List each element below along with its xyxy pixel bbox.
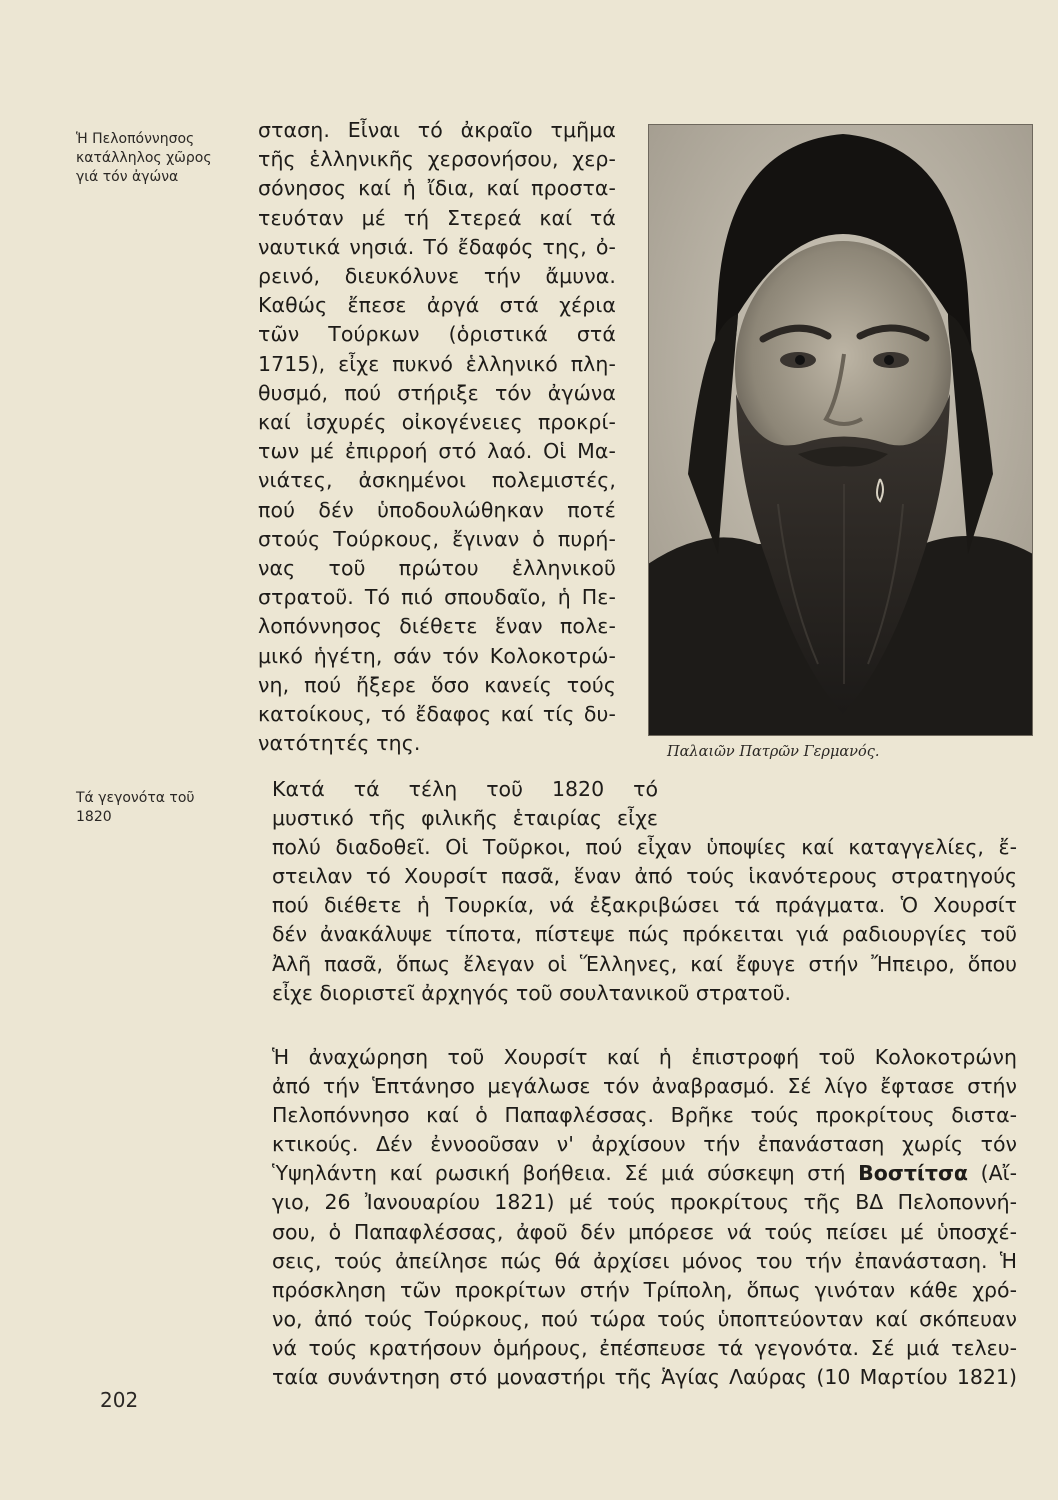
text-line: λοπόννησος διέθετε ἕναν πολε-	[258, 614, 616, 639]
text-line: νη, πού ἤξερε ὅσο κανείς τούς	[258, 672, 616, 697]
text-line: Ἀλῆ πασᾶ, ὅπως ἔλεγαν οἱ Ἕλληνες, καί ἔφυγε στήν Ἤπειρο, ὅπου	[272, 951, 1017, 976]
text-line: ρεινό, διευκόλυνε τήν ἄμυνα.	[258, 264, 616, 289]
text-line: μυστικό τῆς φιλικῆς ἑταιρίας εἶχε	[272, 806, 658, 831]
text-line: καί ἰσχυρές οἰκογένειες προκρί-	[258, 410, 616, 435]
text-line: Κατά τά τέλη τοῦ 1820 τό	[272, 777, 658, 801]
text-line: σόνησος καί ἡ ἴδια, καί προστα-	[258, 176, 616, 201]
portrait-caption: Παλαιῶν Πατρῶν Γερμανός.	[667, 744, 880, 760]
text-line: 1715), εἶχε πυκνό ἑλληνικό πλη-	[258, 351, 616, 376]
margin-note-peloponnese: Ἡ Πελοπόννησος κατάλληλος χῶρος γιά τόν ἀγώνα	[76, 131, 212, 185]
text-line: δέν ἀνακάλυψε τίποτα, πίστεψε πώς πρόκειται γιά ραδιουργίες τοῦ	[272, 922, 1017, 947]
portrait-image	[648, 124, 1033, 736]
text-line: Καθώς ἔπεσε ἀργά στά χέρια	[258, 293, 616, 318]
text-line: νά τούς κρατήσουν ὁμήρους, ἐπέσπευσε τά γεγονότα. Σέ μιά τελευ-	[272, 1335, 1017, 1360]
text-line: στρατοῦ. Τό πιό σπουδαῖο, ἡ Πε-	[258, 585, 616, 610]
text-line: σταση. Εἶναι τό ἀκραῖο τμῆμα	[258, 118, 616, 142]
portrait-photo	[648, 124, 1033, 736]
text-segment: Ὑψηλάντη καί ρωσική βοήθεια. Σέ μιά σύσκεψη στή	[272, 1161, 859, 1186]
text-line: νατότητές της.	[258, 731, 421, 756]
text-line: γιο, 26 Ἰανουαρίου 1821) μέ τούς προκρίτους τῆς ΒΔ Πελοποννή-	[272, 1190, 1017, 1215]
place-name-vostitsa: Βοστίτσα	[858, 1161, 969, 1186]
text-line: τῶν Τούρκων (ὁριστικά στά	[258, 322, 616, 347]
text-line: θυσμό, πού στήριξε τόν ἀγώνα	[258, 380, 616, 405]
text-line: ἀπό τήν Ἑπτάνησο μεγάλωσε τόν ἀναβρασμό. Σέ λίγο ἔφτασε στήν	[272, 1074, 1017, 1099]
text-line: πρόσκληση τῶν προκρίτων στήν Τρίπολη, ὅπως γινόταν κάθε χρό-	[272, 1277, 1017, 1302]
text-column-narrow	[258, 116, 616, 758]
page-number: 202	[100, 1388, 139, 1412]
text-line: πού δέν ὑποδουλώθηκαν ποτέ	[258, 497, 616, 522]
text-line: κτικούς. Δέν ἐννοοῦσαν ν' ἀρχίσουν τήν ἐπανάσταση χωρίς τόν	[272, 1132, 1017, 1157]
text-line: τευόταν μέ τή Στερεά καί τά	[258, 205, 616, 230]
text-line: τῆς ἑλληνικῆς χερσονήσου, χερ-	[258, 147, 616, 172]
text-line: Ἡ ἀναχώρηση τοῦ Χουρσίτ καί ἡ ἐπιστροφή τοῦ Κολοκοτρώνη	[272, 1045, 1017, 1069]
text-line	[272, 1159, 1017, 1188]
text-line: σεις, τούς ἀπείλησε πώς θά ἀρχίσει μόνος του τήν ἐπανάσταση. Ἡ	[272, 1248, 1017, 1273]
margin-note-events-1820: Τά γεγονότα τοῦ 1820	[76, 790, 195, 825]
text-line: στούς Τούρκους, ἔγιναν ὁ πυρή-	[258, 526, 616, 551]
text-line: Πελοπόννησο καί ὁ Παπαφλέσσας. Βρῆκε τούς προκρίτους διστα-	[272, 1103, 1017, 1128]
text-line: των μέ ἐπιρροή στό λαό. Οἱ Μα-	[258, 439, 616, 464]
text-line: πολύ διαδοθεῖ. Οἱ Τοῦρκοι, πού εἶχαν ὑποψίες καί καταγγελίες, ἔ-	[272, 835, 1017, 860]
text-line: στειλαν τό Χουρσίτ πασᾶ, ἕναν ἀπό τούς ἱκανότερους στρατηγούς	[272, 864, 1017, 889]
text-segment: (Αἴ-	[968, 1161, 1017, 1186]
text-line: ναυτικά νησιά. Τό ἔδαφός της, ὀ-	[258, 234, 616, 259]
text-line: πού διέθετε ἡ Τουρκία, νά ἐξακριβώσει τά πράγματα. Ὁ Χουρσίτ	[272, 893, 1017, 918]
text-line: νιάτες, ἀσκημένοι πολεμιστές,	[258, 468, 616, 493]
text-line: εἶχε διοριστεῖ ἀρχηγός τοῦ σουλτανικοῦ στρατοῦ.	[272, 980, 792, 1005]
text-line: κατοίκους, τό ἔδαφος καί τίς δυ-	[258, 702, 616, 727]
text-line: σου, ὁ Παπαφλέσσας, ἀφοῦ δέν μπόρεσε νά τούς πείσει μέ ὑποσχέ-	[272, 1219, 1017, 1244]
text-line: νας τοῦ πρώτου ἑλληνικοῦ	[258, 556, 616, 581]
paragraph-2	[272, 1043, 1017, 1392]
text-line: ταία συνάντηση στό μοναστήρι τῆς Ἁγίας Λαύρας (10 Μαρτίου 1821)	[272, 1365, 1017, 1390]
paragraph-1	[272, 775, 1017, 1008]
text-line: μικό ἡγέτη, σάν τόν Κολοκοτρώ-	[258, 643, 616, 668]
text-line: νο, ἀπό τούς Τούρκους, πού τώρα τούς ὑποπτεύονταν καί σκόπευαν	[272, 1306, 1017, 1331]
